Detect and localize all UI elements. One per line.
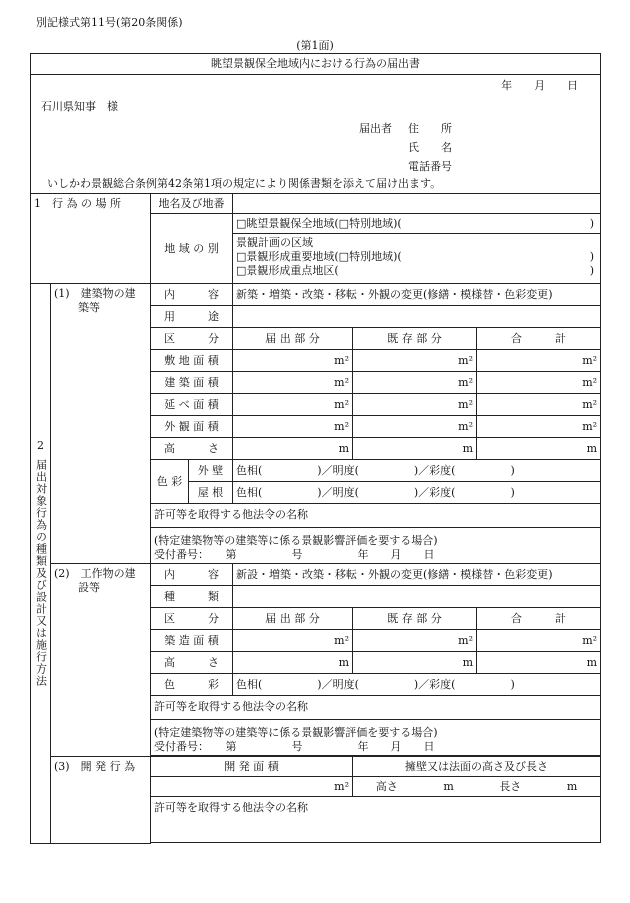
height-total[interactable]: m <box>477 438 601 460</box>
close-paren: ) <box>589 250 595 263</box>
structure-content-value[interactable]: 新設・増築・改築・移転・外観の変更(修繕・模様替・色彩変更) <box>233 564 601 586</box>
addressee: 石川県知事 様 <box>41 100 118 113</box>
wall-length-unit: m <box>566 779 578 793</box>
facade-area-label: 外 観 面 積 <box>151 416 233 438</box>
structure-kind-field[interactable] <box>233 586 601 608</box>
wall-length-label: 長さ <box>499 779 522 793</box>
development-area-label: 開 発 面 積 <box>151 757 353 777</box>
building-label-a: (1) 建築物の建 <box>54 287 136 300</box>
structure-height-existing[interactable]: m <box>353 652 477 674</box>
form-title: 眺望景観保全地域内における行為の届出書 <box>31 54 601 75</box>
plan-title: 景観計画の区域 <box>236 236 313 249</box>
col-existing: 既 存 部 分 <box>353 328 477 350</box>
structure-color-field[interactable]: 色相( )／明度( )／彩度( ) <box>233 674 601 696</box>
site-area-existing[interactable]: m² <box>353 350 477 372</box>
col-total: 合 計 <box>477 328 601 350</box>
building-eval-label: (特定建築物等の建築等に係る景観影響評価を要する場合) <box>154 534 438 547</box>
section2-vertical-text: 届出対象行為の種類及び設計又は施行方法 <box>34 459 48 688</box>
building-area-notified[interactable]: m² <box>233 372 353 394</box>
form-number: 別記様式第11号(第20条関係) <box>36 16 183 29</box>
color-label: 色 彩 <box>151 460 189 504</box>
construction-area-notified[interactable]: m² <box>233 630 353 652</box>
facade-area-existing[interactable]: m² <box>353 416 477 438</box>
height-label: 高 さ <box>151 438 233 460</box>
wall-height-unit: m <box>443 779 454 793</box>
close-paren: ) <box>589 217 595 230</box>
structure-label-a: (2) 工作物の建 <box>54 567 136 580</box>
structure-permit-label[interactable]: 許可等を取得する他法令の名称 <box>151 696 601 720</box>
structure-col-existing: 既 存 部 分 <box>353 608 477 630</box>
statement: いしかわ景観総合条例第42条第1項の規定により関係書類を添えて届け出ます。 <box>47 177 442 190</box>
structure-eval-label: (特定建築物等の建築等に係る景観影響評価を要する場合) <box>154 726 438 739</box>
floor-area-notified[interactable]: m² <box>233 394 353 416</box>
notification-form <box>30 53 601 844</box>
date-field[interactable]: 年 月 日 <box>501 79 579 92</box>
intro-block <box>31 75 601 194</box>
col-notified: 届 出 部 分 <box>233 328 353 350</box>
name-field[interactable] <box>471 139 591 155</box>
height-existing[interactable]: m <box>353 438 477 460</box>
wall-height-label: 高さ <box>375 779 398 793</box>
wall-label: 外 壁 <box>189 460 233 482</box>
structure-receipt-number[interactable]: 受付番号： 第 号 年 月 日 <box>154 740 435 753</box>
structure-height-label: 高 さ <box>151 652 233 674</box>
building-receipt-number[interactable]: 受付番号： 第 号 年 月 日 <box>154 548 435 561</box>
structure-height-notified[interactable]: m <box>233 652 353 674</box>
address-label: 住 所 <box>408 122 452 135</box>
scenic-area-checkbox[interactable]: □眺望景観保全地域(□特別地域)( <box>236 217 402 230</box>
development-area-field[interactable]: m² <box>151 777 353 797</box>
wall-color-field[interactable]: 色相( )／明度( )／彩度( ) <box>233 460 601 482</box>
building-area-existing[interactable]: m² <box>353 372 477 394</box>
section2-label <box>31 284 51 844</box>
building-eval-block <box>151 528 601 564</box>
building-permit-label[interactable]: 許可等を取得する他法令の名称 <box>151 504 601 528</box>
building-area-label: 建 築 面 積 <box>151 372 233 394</box>
address-field[interactable] <box>471 120 591 136</box>
building-content-value[interactable]: 新築・増築・改築・移転・外観の変更(修繕・模様替・色彩変更) <box>233 284 601 306</box>
wall-dimensions[interactable] <box>353 777 601 797</box>
roof-label: 屋 根 <box>189 482 233 504</box>
section1-label: 1 行 為 の 場 所 <box>31 194 151 284</box>
close-paren: ) <box>589 264 595 277</box>
section2-number: 2 <box>37 439 44 453</box>
structure-col-notified: 届 出 部 分 <box>233 608 353 630</box>
building-label <box>51 284 151 564</box>
building-area-total[interactable]: m² <box>477 372 601 394</box>
notifier-label: 届出者 <box>359 122 392 135</box>
site-area-total[interactable]: m² <box>477 350 601 372</box>
construction-area-total[interactable]: m² <box>477 630 601 652</box>
facade-area-total[interactable]: m² <box>477 416 601 438</box>
building-content-label: 内 容 <box>151 284 233 306</box>
development-label: (3) 開 発 行 為 <box>51 757 151 844</box>
construction-area-label: 築 造 面 積 <box>151 630 233 652</box>
building-use-label: 用 途 <box>151 306 233 328</box>
construction-area-existing[interactable]: m² <box>353 630 477 652</box>
floor-area-existing[interactable]: m² <box>353 394 477 416</box>
facade-area-notified[interactable]: m² <box>233 416 353 438</box>
place-field[interactable] <box>233 194 601 214</box>
place-label: 地名及び地番 <box>151 194 233 214</box>
structure-color-label: 色 彩 <box>151 674 233 696</box>
structure-eval-block <box>151 720 601 756</box>
area-type-cell <box>233 214 601 284</box>
name-label: 氏 名 <box>408 141 452 154</box>
page-label: (第1面) <box>296 39 334 52</box>
floor-area-total[interactable]: m² <box>477 394 601 416</box>
building-label-b: 築等 <box>78 301 100 314</box>
structure-label-b: 設等 <box>78 581 100 594</box>
site-area-label: 敷 地 面 積 <box>151 350 233 372</box>
structure-col-total: 合 計 <box>477 608 601 630</box>
building-use-field[interactable] <box>233 306 601 328</box>
structure-kind-label: 種 類 <box>151 586 233 608</box>
phone-label: 電話番号 <box>408 160 452 173</box>
structure-height-total[interactable]: m <box>477 652 601 674</box>
structure-label <box>51 564 151 757</box>
site-area-notified[interactable]: m² <box>233 350 353 372</box>
area-type-label: 地 域 の 別 <box>151 214 233 284</box>
priority-district-checkbox[interactable]: □景観形成重点地区( <box>236 264 339 277</box>
structure-class-label: 区 分 <box>151 608 233 630</box>
development-permit-label[interactable]: 許可等を取得する他法令の名称 <box>151 797 601 843</box>
building-class-label: 区 分 <box>151 328 233 350</box>
important-area-checkbox[interactable]: □景観形成重要地域(□特別地域)( <box>236 250 402 263</box>
structure-content-label: 内 容 <box>151 564 233 586</box>
retaining-wall-label: 擁壁又は法面の高さ及び長さ <box>353 757 601 777</box>
phone-field[interactable] <box>471 158 591 174</box>
height-notified[interactable]: m <box>233 438 353 460</box>
floor-area-label: 延 べ 面 積 <box>151 394 233 416</box>
roof-color-field[interactable]: 色相( )／明度( )／彩度( ) <box>233 482 601 504</box>
